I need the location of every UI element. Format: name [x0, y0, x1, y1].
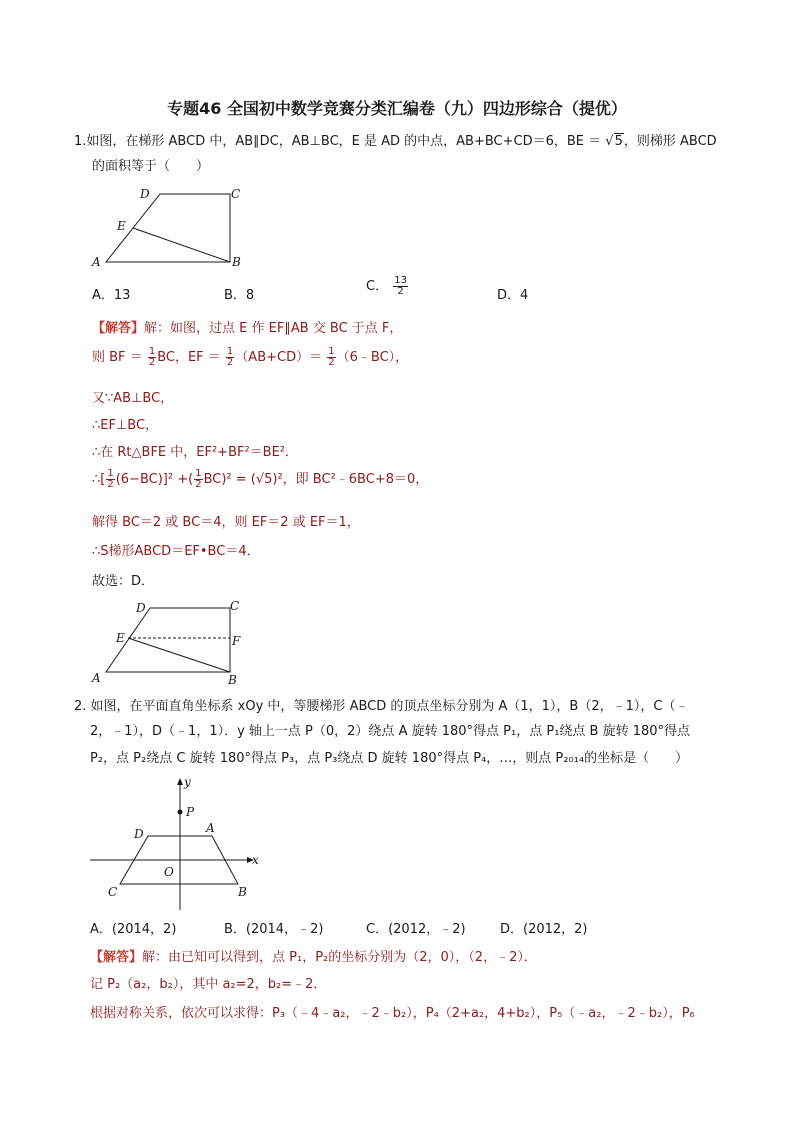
trapezoid-figure-1b	[90, 598, 250, 688]
label-P: P	[186, 805, 195, 819]
solution-text: 解：如图，过点 E 作 EF∥AB 交 BC 于点 F，	[144, 321, 403, 336]
question-2-line-1	[74, 698, 688, 716]
label-C: C	[230, 599, 240, 613]
answer-tag: 【解答】	[92, 321, 145, 336]
option-b: B．(2014，﹣2)	[224, 922, 324, 937]
label-C: C	[231, 187, 241, 201]
option-c: C．(2012，﹣2)	[366, 922, 466, 937]
solution-text: 则 BF ＝	[92, 350, 143, 365]
numerator: 13	[394, 275, 407, 286]
solution-1-line-7: 解得 BC＝2 或 BC＝4，则 EF＝2 或 EF＝1，	[92, 515, 360, 530]
question-2-line-3: P₂，点 P₂绕点 C 旋转 180°得点 P₃，点 P₃绕点 D 旋转 180°得点 P₄，…，则点 P₂₀₁₄的坐标是（ ）	[90, 751, 689, 766]
solution-text: BC，EF ＝	[157, 350, 221, 365]
sqrt-value: 5	[614, 134, 623, 149]
option-b: B．8	[224, 288, 255, 303]
label-B: B	[232, 255, 241, 269]
numerator: 1	[226, 346, 234, 357]
denominator: 2	[328, 357, 335, 368]
numerator: 1	[107, 468, 114, 479]
option-a: A．(2014，2)	[90, 922, 177, 937]
question-2-line-2: 2，﹣1），D（﹣1，1）．y 轴上一点 P（0，2）绕点 A 旋转 180°得点 P₁，点 P₁绕点 B 旋转 180°得点	[90, 724, 691, 739]
denominator: 2	[107, 479, 114, 490]
numerator: 1	[195, 468, 202, 479]
solution-text: BC)² = (√5)²，即 BC²﹣6BC+8＝0，	[203, 472, 429, 487]
solution-text: （AB+CD）＝	[235, 350, 323, 365]
label-D: D	[136, 601, 146, 615]
fraction-half	[226, 347, 234, 368]
solution-2-line-1	[90, 949, 537, 967]
coordinate-figure-2	[88, 774, 268, 914]
numerator: 1	[148, 346, 156, 357]
label-B: B	[238, 885, 247, 899]
label-A: A	[92, 255, 101, 269]
question-1-line-1: 1.如图，在梯形 ABCD 中，AB∥DC，AB⊥BC，E 是 AD 的中点，AB+BC+CD＝6，BE ＝ √5，则梯形 ABCD	[74, 134, 717, 149]
label-A: A	[206, 821, 215, 835]
question-number: 1.	[74, 134, 87, 149]
label-F: F	[232, 634, 241, 648]
solution-1-line-4: ∴EF⊥BC，	[92, 418, 159, 433]
numerator: 1	[328, 346, 335, 357]
denominator: 2	[397, 286, 404, 297]
label-D: D	[140, 187, 150, 201]
denominator: 2	[195, 479, 202, 490]
fraction-half	[194, 469, 202, 490]
solution-2-line-2: 记 P₂（a₂，b₂），其中 a₂=2，b₂=﹣2．	[90, 977, 327, 992]
question-number: 2.	[74, 699, 87, 714]
solution-1-line-6	[92, 468, 428, 490]
solution-2-line-3: 根据对称关系，依次可以求得：P₃（﹣4﹣a₂，﹣2﹣b₂），P₄（2+a₂，4+b₂），P₅（﹣a₂，﹣2﹣b₂），P₆	[90, 1006, 695, 1021]
fraction	[393, 276, 408, 297]
fraction-half	[327, 347, 335, 368]
option-c	[366, 275, 409, 297]
label-D: D	[134, 827, 144, 841]
solution-text: ∴[	[92, 472, 106, 487]
solution-text: (6−BC)]² +(	[115, 472, 194, 487]
option-a: A．13	[92, 288, 131, 303]
question-1-line-2: 的面积等于（ ）	[92, 159, 210, 174]
answer-tag: 【解答】	[90, 950, 143, 965]
solution-1-line-2	[92, 346, 408, 368]
denominator: 2	[226, 357, 234, 368]
question-text: ，则梯形 ABCD	[623, 134, 717, 149]
solution-1-line-3: 又∵AB⊥BC，	[92, 391, 174, 406]
solution-1-line-8: ∴S梯形ABCD＝EF•BC＝4．	[92, 544, 260, 559]
solution-1-line-9: 故选：D．	[92, 574, 155, 589]
solution-1-line-5: ∴在 Rt△BFE 中，EF²+BF²＝BE²．	[92, 445, 299, 460]
label-C: C	[108, 885, 118, 899]
label-E: E	[116, 631, 125, 645]
trapezoid-figure-1	[90, 182, 250, 272]
question-text: 如图，在平面直角坐标系 xOy 中，等腰梯形 ABCD 的顶点坐标分别为 A（1，1），B（2，﹣1），C（﹣	[90, 699, 689, 714]
fraction-half	[148, 347, 156, 368]
label-O: O	[164, 865, 174, 879]
question-text: 如图，在梯形 ABCD 中，AB∥DC，AB⊥BC，E 是 AD 的中点，AB+BC+CD＝6，BE ＝	[86, 134, 602, 149]
option-d: D．(2012，2)	[500, 922, 588, 937]
option-c-prefix: C．	[366, 279, 389, 294]
label-y: y	[184, 775, 191, 789]
label-A: A	[92, 671, 101, 685]
label-x: x	[252, 853, 259, 867]
solution-text: （6﹣BC），	[336, 350, 409, 365]
fraction-half	[106, 469, 114, 490]
solution-text: 解：由已知可以得到，点 P₁，P₂的坐标分别为（2，0），（2，﹣2）．	[142, 950, 537, 965]
label-E: E	[117, 219, 126, 233]
solution-1-line-1	[92, 320, 402, 338]
denominator: 2	[148, 357, 156, 368]
option-d: D．4	[497, 288, 529, 303]
label-B: B	[228, 673, 237, 687]
page-title: 专题46 全国初中数学竞赛分类汇编卷（九）四边形综合（提优）	[167, 99, 627, 118]
